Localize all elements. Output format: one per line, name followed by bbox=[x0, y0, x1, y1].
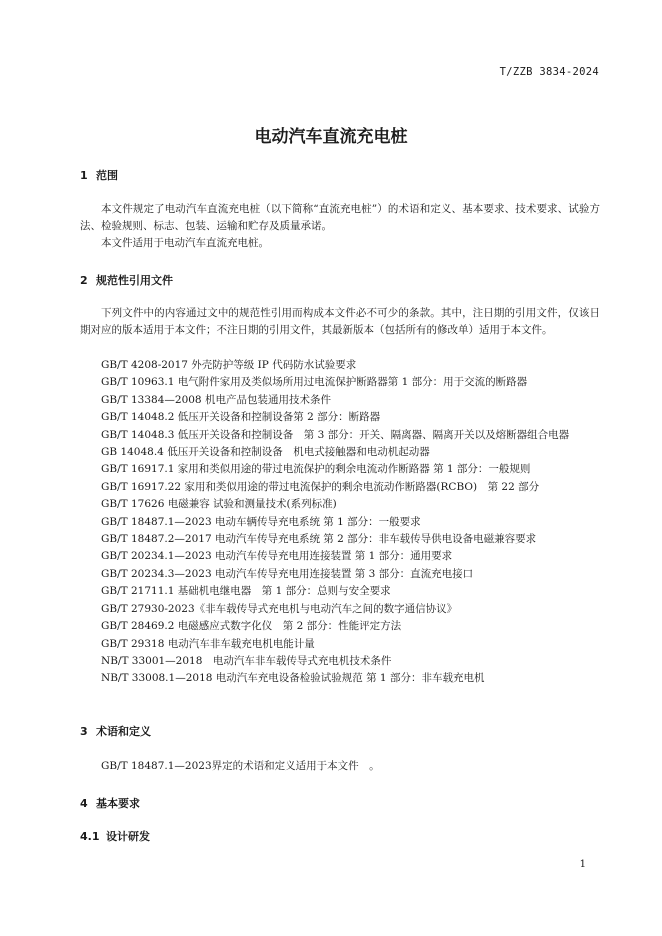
section-2-intro bbox=[80, 305, 600, 339]
page-number: 1 bbox=[579, 859, 586, 870]
section-1-title: 范围 bbox=[96, 169, 118, 182]
section-1-body bbox=[80, 201, 600, 252]
reference-item: GB/T 4208-2017 外壳防护等级 IP 代码防水试验要求 bbox=[101, 359, 357, 371]
section-2-number: 2 bbox=[80, 274, 88, 287]
standard-code: T/ZZB 3834-2024 bbox=[499, 66, 599, 78]
reference-item: GB/T 16917.1 家用和类似用途的带过电流保护的剩余电流动作断路器 第 1 部分：一般规则 bbox=[101, 463, 531, 476]
reference-item: GB/T 27930-2023《非车载传导式充电机与电动汽车之间的数字通信协议》 bbox=[101, 602, 458, 615]
reference-item: GB/T 18487.1—2023 电动车辆传导充电系统 第 1 部分：一般要求 bbox=[101, 515, 421, 528]
reference-item: GB/T 10963.1 电气附件家用及类似场所用过电流保护断路器第 1 部分：用于交流的断路器 bbox=[101, 376, 528, 389]
section-4-1-number: 4.1 bbox=[80, 830, 100, 843]
section-3-number: 3 bbox=[80, 725, 88, 738]
section-3-body bbox=[80, 758, 600, 775]
section-4-title: 基本要求 bbox=[96, 797, 140, 810]
reference-item: NB/T 33001—2018 电动汽车非车载传导式充电机技术条件 bbox=[101, 654, 392, 667]
section-1-paragraph-1: 本文件规定了电动汽车直流充电桩（以下简称“直流充电桩”）的术语和定义、基本要求、技术要求、试验方法、检验规则、标志、包装、运输和贮存及质量承诺。 bbox=[80, 203, 600, 232]
reference-item: GB/T 20234.3—2023 电动汽车传导充电用连接装置 第 3 部分：直流充电接口 bbox=[101, 567, 474, 580]
section-4-1-title: 设计研发 bbox=[106, 830, 150, 843]
reference-item: GB/T 13384—2008 机电产品包装通用技术条件 bbox=[101, 393, 331, 406]
section-1-paragraph-2: 本文件适用于电动汽车直流充电桩。 bbox=[101, 237, 269, 249]
reference-list bbox=[80, 357, 600, 688]
section-4-1-heading bbox=[80, 828, 150, 844]
section-3-paragraph: GB/T 18487.1—2023界定的术语和定义适用于本文件 。 bbox=[101, 760, 380, 772]
section-1-heading bbox=[80, 167, 118, 183]
reference-item: GB/T 29318 电动汽车非车载充电机电能计量 bbox=[101, 637, 315, 650]
section-3-heading bbox=[80, 723, 151, 739]
reference-item: GB/T 18487.2—2017 电动汽车传导充电系统 第 2 部分：非车载传导供电设备电磁兼容要求 bbox=[101, 533, 537, 546]
section-4-number: 4 bbox=[80, 797, 88, 810]
reference-item: GB/T 17626 电磁兼容 试验和测量技术(系列标准) bbox=[101, 498, 337, 511]
reference-item: GB/T 14048.3 低压开关设备和控制设备 第 3 部分：开关、隔离器、隔离开关以及熔断器组合电器 bbox=[101, 428, 570, 441]
reference-item: NB/T 33008.1—2018 电动汽车充电设备检验试验规范 第 1 部分：非车载充电机 bbox=[101, 672, 485, 685]
reference-item: GB/T 21711.1 基础机电继电器 第 1 部分：总则与安全要求 bbox=[101, 585, 391, 598]
reference-item: GB/T 14048.2 低压开关设备和控制设备第 2 部分：断路器 bbox=[101, 411, 381, 424]
section-4-heading bbox=[80, 795, 140, 811]
document-title: 电动汽车直流充电桩 bbox=[254, 127, 408, 147]
section-1-number: 1 bbox=[80, 169, 88, 182]
section-2-title: 规范性引用文件 bbox=[96, 274, 173, 287]
reference-item: GB/T 20234.1—2023 电动汽车传导充电用连接装置 第 1 部分：通用要求 bbox=[101, 550, 453, 563]
section-2-intro-paragraph: 下列文件中的内容通过文中的规范性引用而构成本文件必不可少的条款。其中，注日期的引用文件，仅该日期对应的版本适用于本文件；不注日期的引用文件，其最新版本（包括所有的修改单）适用于本文件。 bbox=[80, 307, 600, 336]
section-3-title: 术语和定义 bbox=[96, 725, 151, 738]
reference-item: GB 14048.4 低压开关设备和控制设备 机电式接触器和电动机起动器 bbox=[101, 446, 430, 459]
reference-item: GB/T 16917.22 家用和类似用途的带过电流保护的剩余电流动作断路器(RCBO) 第 22 部分 bbox=[101, 480, 540, 493]
reference-item: GB/T 28469.2 电磁感应式数字化仪 第 2 部分：性能评定方法 bbox=[101, 620, 402, 633]
section-2-heading bbox=[80, 272, 173, 288]
